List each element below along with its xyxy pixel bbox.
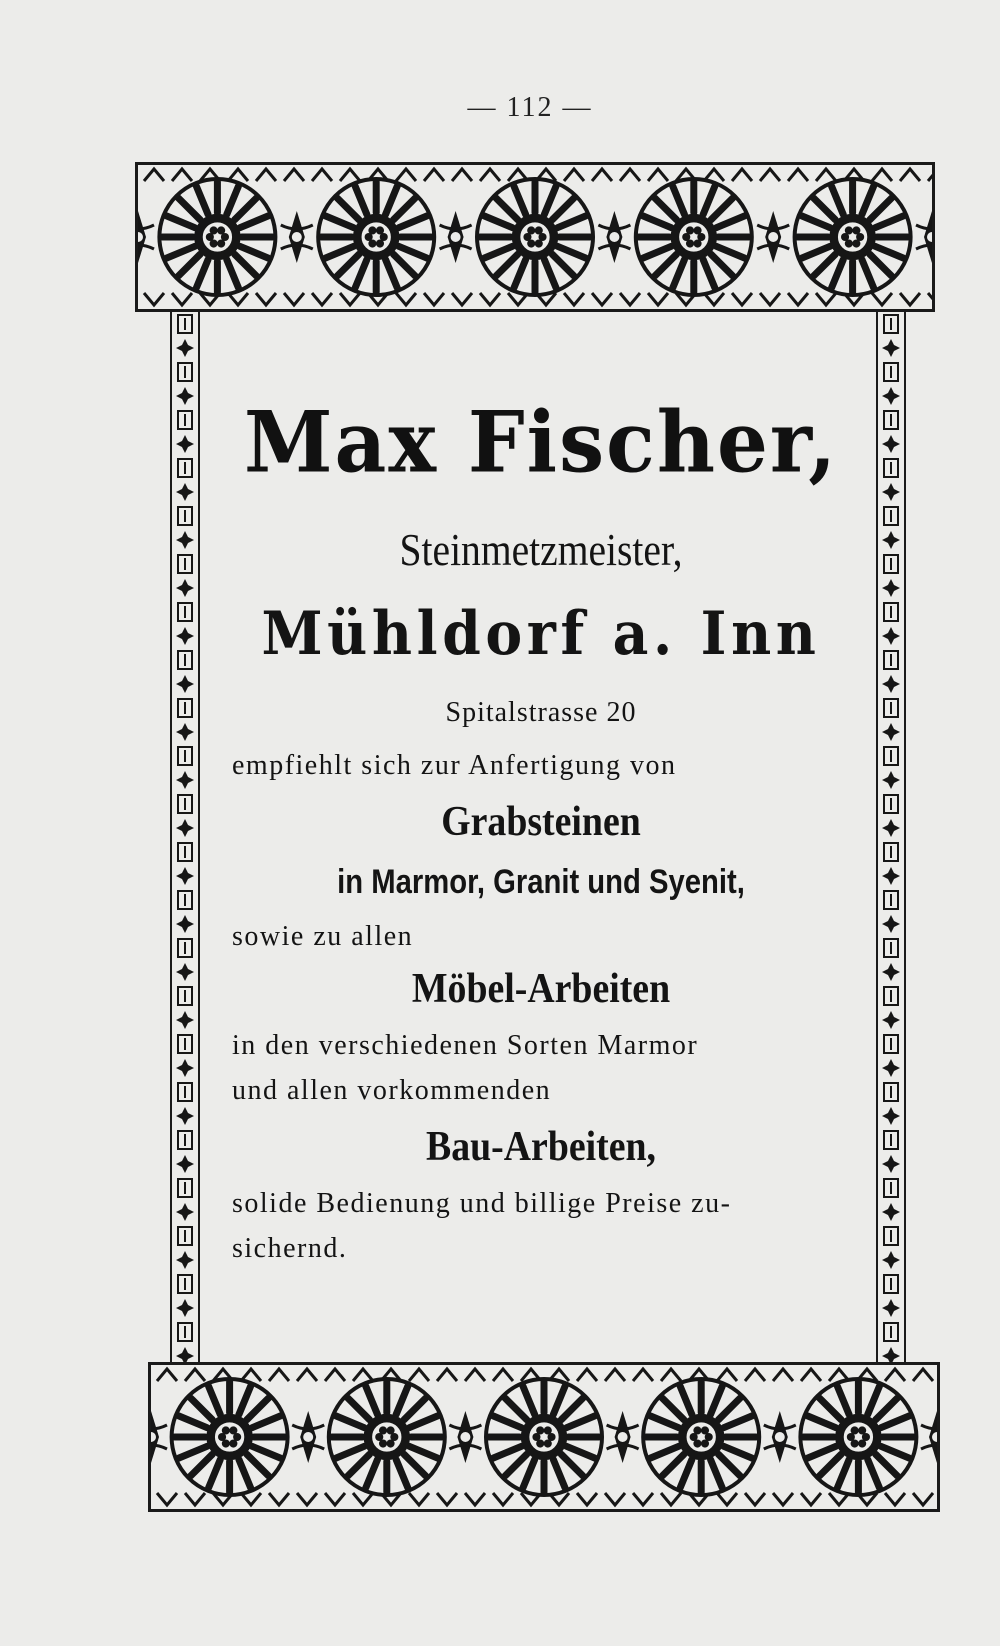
rosette-ornament-icon — [138, 165, 932, 309]
advertiser-name: Max Fischer, — [243, 392, 839, 492]
text-all: und allen vorkommenden — [232, 1075, 552, 1106]
text-service-2: sichernd. — [232, 1233, 348, 1264]
heading-gravestones: Grabsteinen — [441, 799, 641, 845]
ornament-border-right — [876, 312, 906, 1362]
ornament-band-bottom — [148, 1362, 940, 1512]
advertiser-street: Spitalstrasse 20 — [445, 697, 637, 728]
heading-construction: Bau-Arbeiten, — [426, 1124, 656, 1170]
cross-ornament-icon — [878, 312, 904, 1362]
rosette-ornament-icon — [151, 1365, 937, 1509]
advertiser-profession: Steinmetzmeister, — [399, 524, 683, 575]
heading-materials: in Marmor, Granit und Syenit, — [337, 863, 745, 901]
cross-ornament-icon — [172, 312, 198, 1362]
text-service-1: solide Bedienung und billige Preise zu- — [232, 1188, 732, 1219]
heading-furniture: Möbel-Arbeiten — [411, 966, 671, 1012]
text-varieties: in den verschiedenen Sorten Marmor — [232, 1030, 699, 1061]
ornament-band-top — [135, 162, 935, 312]
advertiser-town: Mühldorf a. Inn — [261, 599, 821, 669]
ornament-border-left — [170, 312, 200, 1362]
text-also: sowie zu allen — [232, 921, 414, 952]
text-recommends: empfiehlt sich zur Anfertigung von — [232, 750, 677, 781]
page-number: — 112 — — [467, 92, 593, 123]
advertisement-body — [228, 392, 854, 1355]
